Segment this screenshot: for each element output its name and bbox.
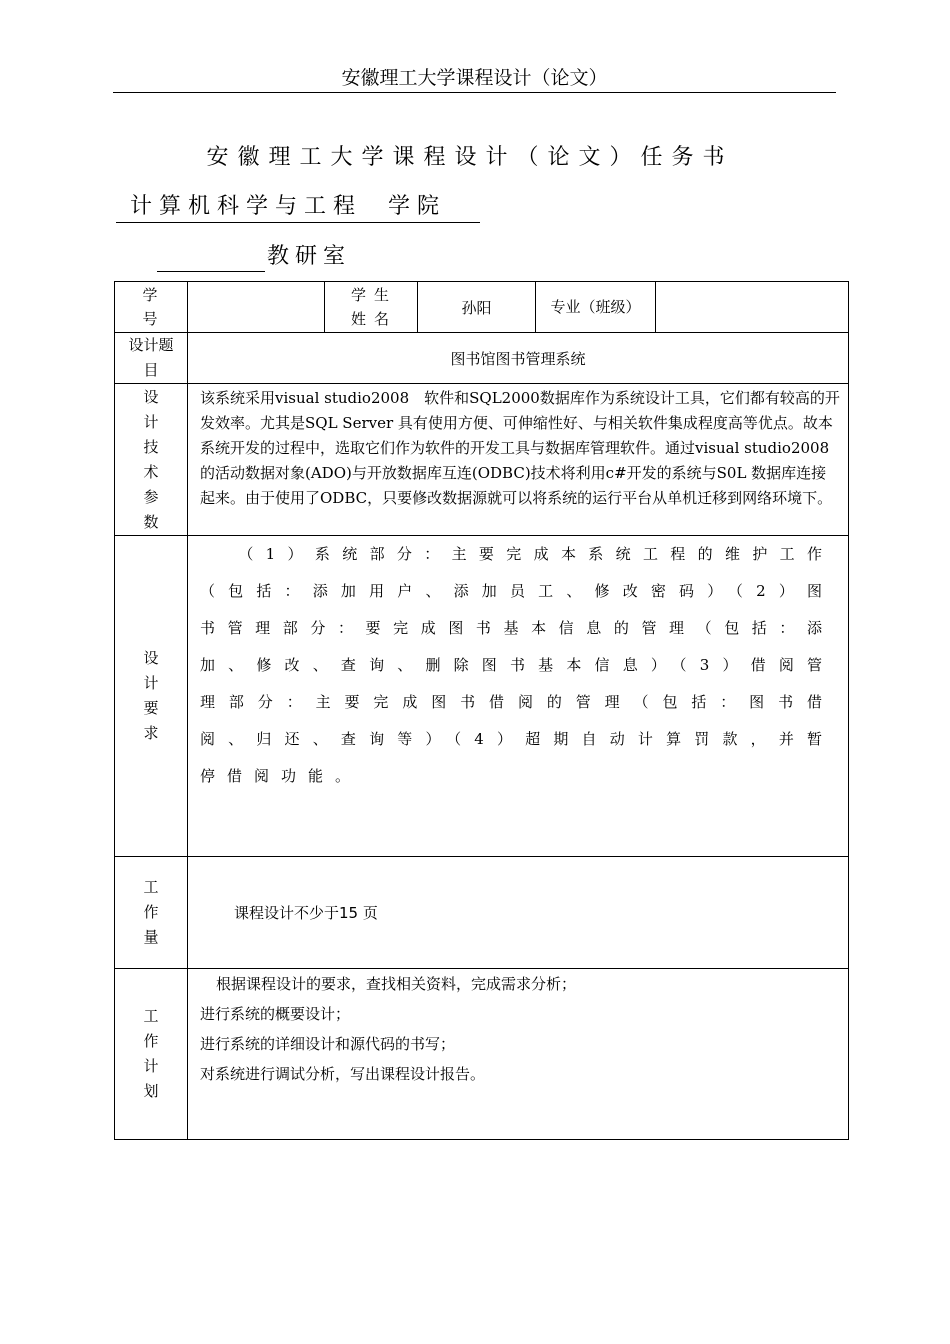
plan-row xyxy=(115,969,849,1140)
plan-item: 进行系统的详细设计和源代码的书写； xyxy=(200,1035,456,1053)
college-line xyxy=(116,192,480,223)
requirements-label-cell xyxy=(115,536,188,857)
document-title: 安徽理工大学课程设计（论文）任务书 xyxy=(206,145,734,170)
student-id-label: 学 号 xyxy=(115,282,188,333)
topic-label: 设计题目 xyxy=(128,336,174,379)
plan-label-cell xyxy=(115,969,188,1140)
requirements-row xyxy=(115,536,849,857)
topic-row xyxy=(115,333,849,384)
tech-label-cell xyxy=(115,384,188,536)
task-table xyxy=(114,281,849,1140)
tech-label: 设计技术参数 xyxy=(143,387,159,531)
tech-text: 该系统采用visual studio2008 软件和SQL2000数据库作为系统设计工具，它们都有较高的开发效率。尤其是SQL Server 具有使用方便、可伸缩性好、与相关软件集成程度高等优点。故本系统开发的过程中，选取它们作为软件的开发工具与数据库管理软件。通过visual studio2008 的活动数据对象(ADO)与开放数据库互连(ODBC)技术将利用c#开发的系统与S0L 数据库连接起来。由于使用了ODBC，只要修改数据源就可以将系统的运行平台从单机迁移到网络环境下。 xyxy=(188,384,849,536)
workload-label-cell xyxy=(115,857,188,969)
plan-item: 根据课程设计的要求，查找相关资料，完成需求分析； xyxy=(216,975,577,993)
plan-label: 工作计划 xyxy=(143,1007,159,1100)
running-header: 安徽理工大学课程设计（论文） xyxy=(113,66,836,93)
topic-label-cell xyxy=(115,333,188,384)
department-line xyxy=(157,242,351,272)
tech-row xyxy=(115,384,849,536)
student-id-value xyxy=(188,282,325,333)
major-value xyxy=(656,282,849,333)
requirements-label: 设计要求 xyxy=(143,649,159,742)
workload-label: 工作量 xyxy=(143,878,159,946)
department-suffix: 教研室 xyxy=(267,244,352,269)
college-name: 计算机科学与工程 xyxy=(130,194,363,219)
college-suffix: 学院 xyxy=(388,194,447,219)
requirements-text: （1）系统部分：主要完成本系统工程的维护工作（包括：添加用户、添加员工、修改密码）（2）图书管理部分：要完成图书基本信息的管理（包括：添加、修改、查询、删除图书基本信息）（3）借阅管理部分：主要完成图书借阅的管理（包括：图书借阅、归还、查询等）（4）超期自动计算罚款，并暂停借阅功能。 xyxy=(200,545,834,785)
plan-item: 进行系统的概要设计； xyxy=(200,1005,351,1023)
plan-item: 对系统进行调试分析，写出课程设计报告。 xyxy=(200,1065,486,1083)
major-label: 专业（班级） xyxy=(536,282,656,333)
plan-list xyxy=(188,969,849,1140)
requirements-text-cell xyxy=(188,536,849,857)
department-blank xyxy=(157,271,265,272)
student-info-row xyxy=(115,282,849,333)
workload-row xyxy=(115,857,849,969)
student-name-value: 孙阳 xyxy=(418,282,536,333)
topic-value: 图书馆图书管理系统 xyxy=(188,333,849,384)
workload-text: 课程设计不少于15 页 xyxy=(188,857,849,969)
student-name-label: 学生姓名 xyxy=(325,282,418,333)
